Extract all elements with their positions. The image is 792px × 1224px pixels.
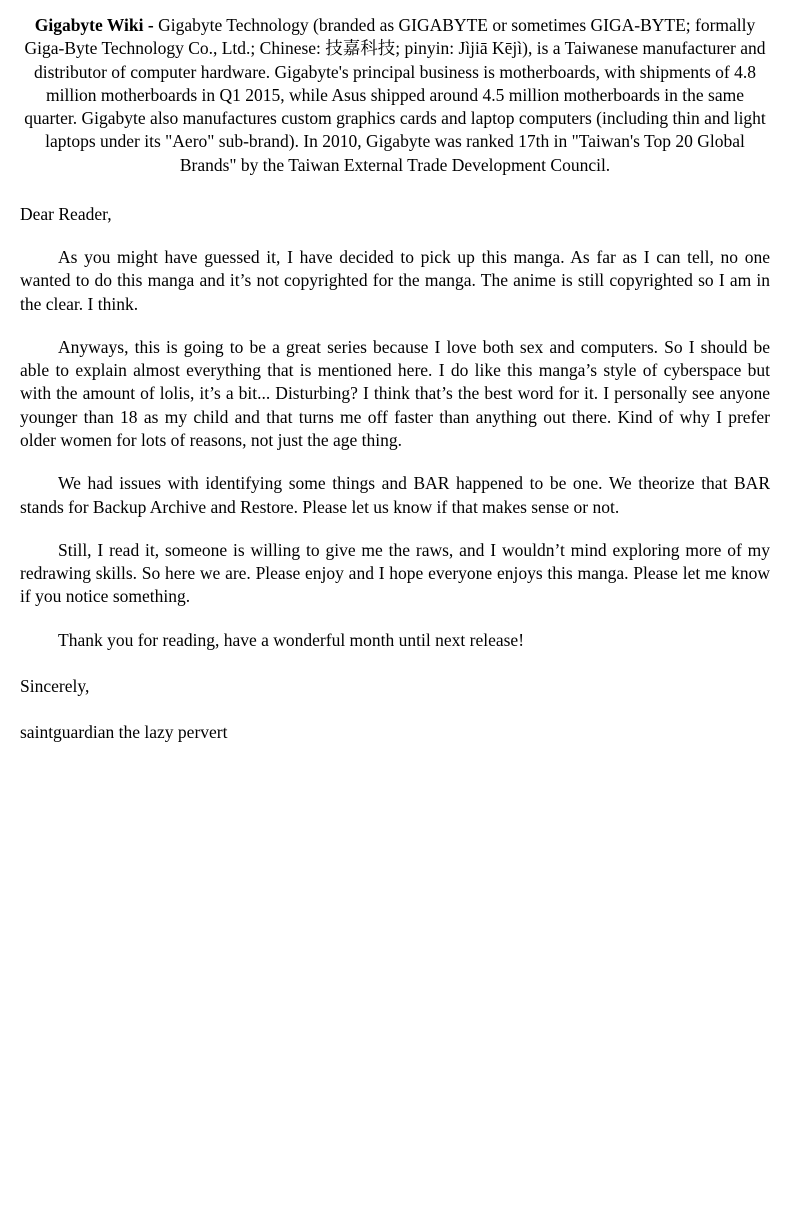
intro-paragraph (20, 10, 770, 177)
body-paragraph-3: We had issues with identifying some things and BAR happened to be one. We theorize that BAR stands for Backup Archive and Restore. Please let us know if that makes sense or not. (20, 473, 770, 517)
salutation: Dear Reader, (20, 203, 112, 224)
body-paragraph-5: Thank you for reading, have a wonderful month until next release! (58, 629, 525, 650)
body-paragraph-1: As you might have guessed it, I have decided to pick up this manga. As far as I can tell, no one wanted to do this manga and it’s not copyrighted for the manga. The anime is still copyrighted so I am in the clear. I think. (20, 247, 770, 314)
signature: saintguardian the lazy pervert (20, 722, 228, 743)
intro-lead: Gigabyte Wiki - (34, 15, 159, 35)
closing: Sincerely, (20, 675, 90, 696)
intro-text: Gigabyte Technology (branded as GIGABYTE or sometimes GIGA-BYTE; formally Giga-Byte Technology Co., Ltd.; Chinese: 技嘉科技; pinyin: Jìjiā Kējì), is a Taiwanese manufacturer and distributor of computer hardware. Gigabyte's principal business is motherboards, with shipments of 4.8 million motherboards in Q1 2015, while Asus shipped around 4.5 million motherboards in the same quarter. Gigabyte also manufactures custom graphics cards and laptop computers (including thin and light laptops under its "Aero" sub-brand). In 2010, Gigabyte was ranked 17th in "Taiwan's Top 20 Global Brands" by the Taiwan External Trade Development Council. (24, 15, 766, 175)
body-paragraph-4: Still, I read it, someone is willing to give me the raws, and I wouldn’t mind exploring more of my redrawing skills. So here we are. Please enjoy and I hope everyone enjoys this manga. Please let me know if you notice something. (20, 539, 770, 607)
body-paragraph-2: Anyways, this is going to be a great series because I love both sex and computers. So I should be able to explain almost everything that is mentioned here. I do like this manga’s style of cyberspace but with the amount of lolis, it’s a bit... Disturbing? I think that’s the best word for it. I personally see anyone younger than 18 as my child and that turns me off faster than anything out there. Kind of why I prefer older women for lots of reasons, not just the age thing. (20, 336, 770, 450)
